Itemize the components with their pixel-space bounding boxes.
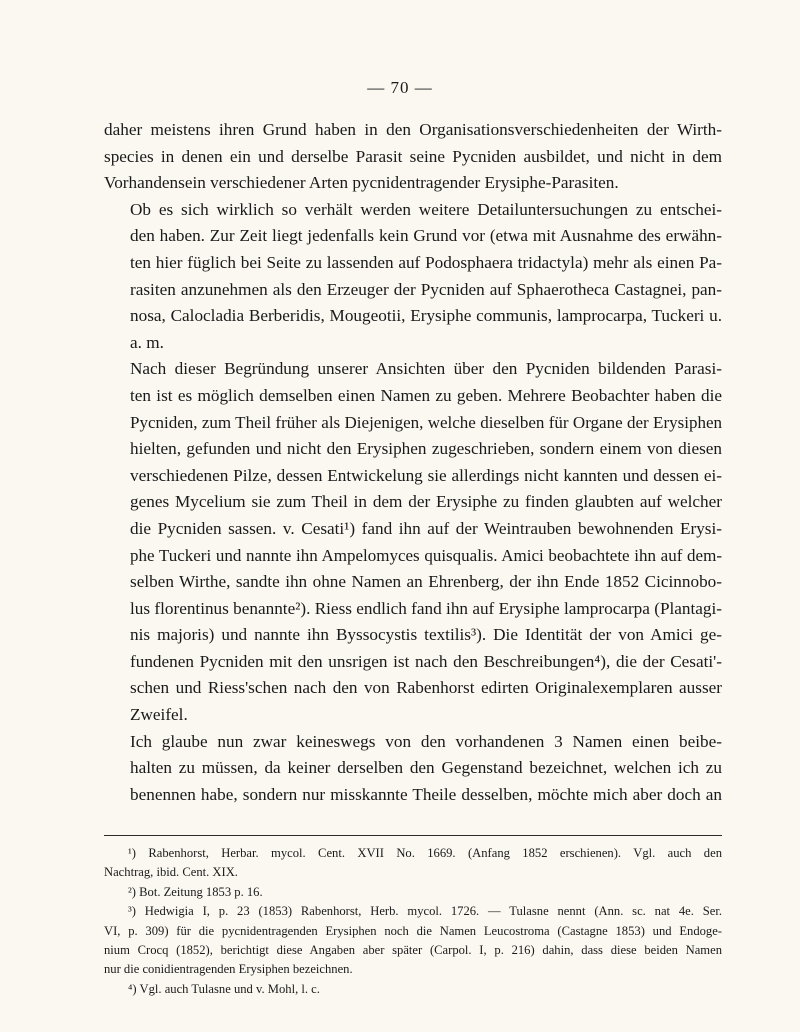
text-line: Ich glaube nun zwar keineswegs von den vorhandenen 3 Namen einen beibe- (130, 731, 722, 751)
footnote-line: Nachtrag, ibid. Cent. XIX. (104, 865, 238, 880)
text-line: Vorhandensein verschiedener Arten pycnidentragender Erysiphe-Parasiten. (104, 173, 619, 193)
paragraph (104, 729, 722, 809)
text-line: rasiten anzunehmen als den Erzeuger der Pycniden auf Sphaerotheca Castagnei, pan- (130, 279, 722, 299)
text-line: hielten, gefunden und nicht den Erysiphen zugeschrieben, sondern einem von diesen (130, 439, 722, 459)
text-line: ten hier füglich bei Seite zu lassenden auf Podosphaera tridactyla) mehr als einen Pa- (130, 252, 722, 272)
footnote-line: nium Crocq (1852), berichtigt diese Angaben aber später (Carpol. I, p. 216) dahin, dass diese beiden Namen (104, 943, 722, 958)
footnote-3 (104, 902, 722, 980)
footnote-line: ³) Hedwigia I, p. 23 (1853) Rabenhorst, Herb. mycol. 1726. — Tulasne nennt (Ann. sc. nat 4e. Ser. (128, 904, 722, 919)
footnote-4 (104, 980, 722, 999)
footnote-line: ²) Bot. Zeitung 1853 p. 16. (128, 884, 263, 899)
footnote-line: ⁴) Vgl. auch Tulasne und v. Mohl, l. c. (128, 981, 320, 996)
text-line: Zweifel. (130, 705, 188, 725)
text-line: Pycniden, zum Theil früher als Diejenigen, welche dieselben für Organe der Erysiphen (130, 412, 722, 432)
text-line: genes Mycelium sie zum Theil in dem der Erysiphe zu finden glaubten auf welcher (130, 492, 722, 512)
text-line: selben Wirthe, sandte ihn ohne Namen an Ehrenberg, der ihn Ende 1852 Cicinnobo- (130, 572, 722, 592)
text-line: ten ist es möglich demselben einen Namen zu geben. Mehrere Beobachter haben die (130, 385, 722, 405)
text-line: fundenen Pycniden mit den unsrigen ist nach den Beschreibungen⁴), die der Cesati'- (130, 651, 722, 671)
text-line: lus florentinus benannte²). Riess endlich fand ihn auf Erysiphe lamprocarpa (Plantagi- (130, 598, 722, 618)
footnote-line: nur die conidientragenden Erysiphen bezeichnen. (104, 962, 353, 977)
footnote-line: VI, p. 309) für die pycnidentragenden Erysiphen noch die Namen Leucostroma (Castagne 1853) und Endoge- (104, 923, 722, 938)
text-line: den haben. Zur Zeit liegt jedenfalls kein Grund vor (etwa mit Ausnahme des erwähn- (130, 226, 722, 246)
text-line: Ob es sich wirklich so verhält werden weitere Detailuntersuchungen zu entschei- (130, 199, 722, 219)
footnote-2 (104, 883, 722, 902)
text-line: verschiedenen Pilze, dessen Entwickelung sie allerdings nicht kannten und dessen ei- (130, 465, 722, 485)
text-line: nosa, Calocladia Berberidis, Mougeotii, Erysiphe communis, lamprocarpa, Tuckeri u. (130, 306, 722, 326)
text-line: halten zu müssen, da keiner derselben den Gegenstand bezeichnet, welchen ich zu (130, 758, 722, 778)
footnote-line: ¹) Rabenhorst, Herbar. mycol. Cent. XVII No. 1669. (Anfang 1852 erschienen). Vgl. auch den (128, 846, 722, 860)
paragraph (104, 356, 722, 728)
paragraph (104, 197, 722, 357)
text-line: species in denen ein und derselbe Parasit seine Pycniden ausbildet, und nicht in dem (104, 146, 722, 166)
footnote-1 (104, 844, 722, 883)
text-line: Nach dieser Begründung unserer Ansichten über den Pycniden bildenden Parasi- (130, 359, 722, 379)
text-line: schen und Riess'schen nach den von Rabenhorst edirten Originalexemplaren ausser (130, 678, 722, 698)
text-line: daher meistens ihren Grund haben in den Organisationsverschiedenheiten der Wirth- (104, 120, 722, 139)
paragraph (104, 117, 722, 197)
text-line: die Pycniden sassen. v. Cesati¹) fand ihn auf der Weintrauben bewohnenden Erysi- (130, 518, 722, 538)
text-line: benennen habe, sondern nur misskannte Theile desselben, möchte mich aber doch an (130, 784, 722, 804)
body-text (104, 117, 722, 808)
text-line: phe Tuckeri und nannte ihn Ampelomyces quisqualis. Amici beobachtete ihn auf dem- (130, 545, 722, 565)
footnote-divider (104, 835, 722, 836)
text-line: nis majoris) und nannte ihn Byssocystis textilis³). Die Identität der von Amici ge- (130, 625, 722, 645)
page-number: — 70 — (367, 78, 433, 97)
footnotes (104, 844, 722, 999)
text-line: a. m. (130, 332, 164, 352)
